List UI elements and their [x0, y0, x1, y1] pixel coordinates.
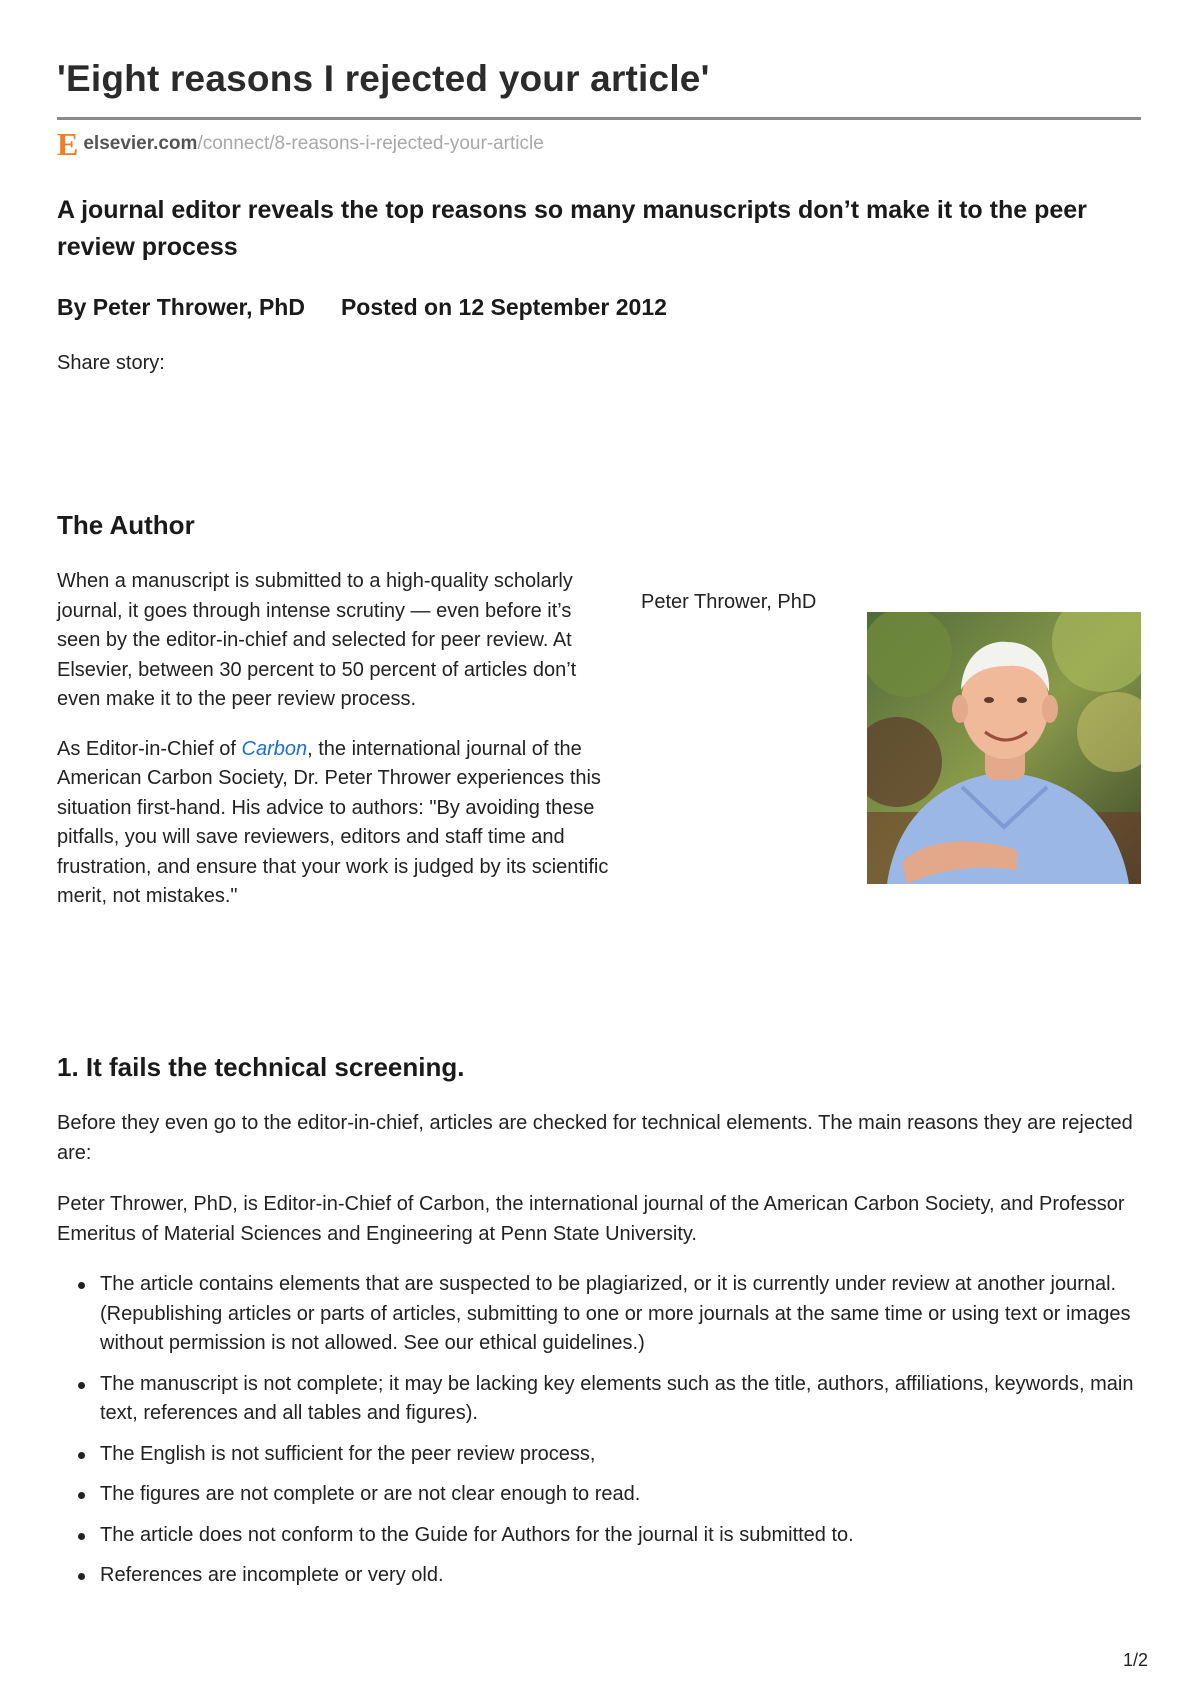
list-item: The article contains elements that are suspected to be plagiarized, or it is currently under review at another journal. (Republishing articles or parts of articles, submitting to one or more journals at the same time or using text or images without permission is not allowed. See our ethical guidelines.): [57, 1270, 1141, 1359]
list-item: The figures are not complete or are not clear enough to read.: [57, 1480, 1141, 1510]
section-1-heading: 1. It fails the technical screening.: [57, 1052, 465, 1082]
list-item: The manuscript is not complete; it may be lacking key elements such as the title, authors, affiliations, keywords, main text, references and all tables and figures).: [57, 1370, 1141, 1429]
page-number: 1/2: [1122, 1650, 1148, 1670]
list-item: The article does not conform to the Guide for Authors for the journal it is submitted to.: [57, 1521, 1141, 1551]
source-url[interactable]: [57, 128, 544, 160]
author-photo: [867, 612, 1141, 884]
byline: [57, 294, 667, 321]
elsevier-logo-icon: E: [57, 126, 79, 162]
photo-caption: Peter Thrower, PhD: [641, 591, 817, 613]
author-paragraph-2-rest: , the international journal of the American Carbon Society, Dr. Peter Thrower experiences this situation first-hand. His advice to authors: "By avoiding these pitfalls, you will save reviewers, editors and staff time and frustration, and ensure that your work is judged by its scientific merit, not mistakes.": [57, 737, 609, 907]
title-divider: [57, 117, 1141, 120]
author-description: [57, 567, 617, 932]
author-paragraph-2: [57, 735, 617, 912]
section-1-intro: Before they even go to the editor-in-chief, articles are checked for technical elements. The main reasons they are rejected are:: [57, 1112, 1133, 1164]
byline-date: Posted on 12 September 2012: [340, 294, 667, 320]
author-paragraph-2-lead: As Editor-in-Chief of: [57, 737, 242, 760]
carbon-journal-link[interactable]: Carbon: [241, 737, 308, 760]
list-item: References are incomplete or very old.: [57, 1561, 1141, 1591]
author-paragraph-1: When a manuscript is submitted to a high-quality scholarly journal, it goes through intense scrutiny — even before it’s seen by the editor-in-chief and selected for peer review. At Elsevier, between 30 percent to 50 percent of articles don’t even make it to the peer review process.: [57, 570, 577, 710]
byline-author: By Peter Thrower, PhD: [57, 294, 305, 320]
author-bio: Peter Thrower, PhD, is Editor-in-Chief of Carbon, the international journal of the American Carbon Society, and Professor Emeritus of Material Sciences and Engineering at Penn State University.: [57, 1193, 1125, 1245]
rejection-reasons-list: [57, 1270, 1141, 1602]
list-item: The English is not sufficient for the peer review process,: [57, 1440, 1141, 1470]
source-path[interactable]: /connect/8-reasons-i-rejected-your-article: [197, 133, 544, 154]
page-title: 'Eight reasons I rejected your article': [57, 58, 710, 99]
article-subtitle: A journal editor reveals the top reasons so many manuscripts don’t make it to the peer review process: [57, 196, 1087, 261]
source-domain[interactable]: elsevier.com: [83, 133, 198, 154]
share-label: Share story:: [57, 352, 165, 374]
author-section-heading: The Author: [57, 510, 195, 540]
